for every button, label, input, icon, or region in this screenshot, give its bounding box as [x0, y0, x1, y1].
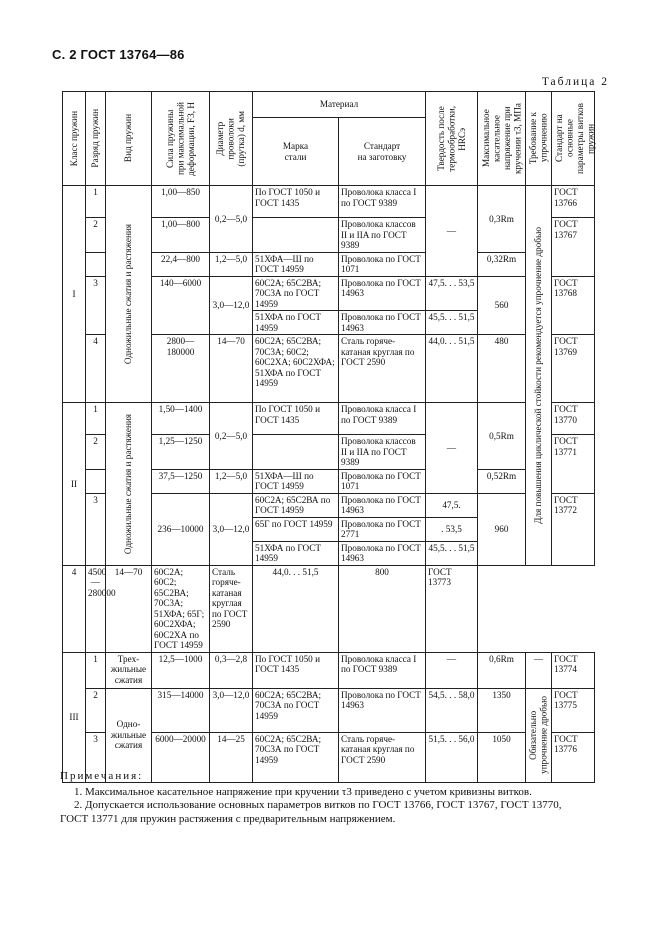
class-cell-II: II: [63, 403, 86, 566]
notes-block: [60, 770, 600, 826]
table-row: 3 140—6000 3,0—12,0 60С2А; 65С2ВА; 70С3А по ГОСТ 14959 Проволока по ГОСТ 14963 47,5. . . 53,5 560 ГОСТ 13768: [63, 276, 595, 311]
table-row: 4 2800—180000 14—70 60С2А; 65С2ВА; 70С3А; 60С2; 60С2ХА; 60С2ХФА; 51ХФА по ГОСТ 14959 Сталь горяче-катаная круглая по ГОСТ 2590 44,0. . . 51,5 480 ГОСТ 13769: [63, 335, 595, 403]
col-diameter-header: Диаметр проволоки (прутка) d, мм: [210, 92, 253, 186]
note-2: 2. Допускается использование основных параметров витков по ГОСТ 13766, ГОСТ 13767, ГОСТ 13770,: [74, 799, 562, 811]
table-row: 2 1,25—1250 Проволока классов II и IIA по ГОСТ 9389 ГОСТ 13771: [63, 435, 595, 470]
table-row: 2 1,00—800 Проволока классов II и IIA по ГОСТ 9389 ГОСТ 13767: [63, 218, 595, 253]
hardening-cell-I-II: Для повышения циклической стойкости рекомендуется упрочнение дробью: [526, 186, 552, 566]
table-row: II 1 Одножильные сжатия и растяжения 1,50—1400 0,2—5,0 По ГОСТ 1050 и ГОСТ 1435 Проволока класса I по ГОСТ 9389 — 0,5Rm ГОСТ 13770: [63, 403, 595, 435]
page-header: С. 2 ГОСТ 13764—86: [52, 47, 185, 62]
table-row: 3 6000—20000 14—25 60С2А; 65С2ВА; 70С3А по ГОСТ 14959 Сталь горяче-катаная круглая по ГОСТ 2590 51,5. . . 56,0 1050 ГОСТ 13776: [63, 732, 595, 782]
col-material-header: Материал: [253, 92, 426, 118]
type-cell-II: Одножильные сжатия и растяжения: [106, 403, 152, 566]
type-cell-III-2: Одно- жильные сжатия: [106, 688, 152, 782]
hardening-cell-III: Обязательно упрочнение дробью: [526, 688, 552, 782]
stress-cell: 0,3Rm: [478, 186, 526, 253]
col-force-header: Сила пружины при максимальной деформации, F3, Н: [152, 92, 210, 186]
table-row: III 1 Трех- жильные сжатия 12,5—1000 0,3—2,8 По ГОСТ 1050 и ГОСТ 1435 Проволока класса I по ГОСТ 9389 — 0,6Rm — ГОСТ 13774: [63, 652, 595, 688]
table-row: 51ХФА по ГОСТ 14959 Проволока по ГОСТ 14963 45,5. . . 51,5: [63, 311, 595, 335]
type-cell-I: Одножильные сжатия и растяжения: [106, 186, 152, 403]
table-caption: Таблица 2: [541, 76, 609, 88]
type-cell-III-1: Трех- жильные сжатия: [106, 652, 152, 688]
note-1: 1. Максимальное касательное напряжение при кручении τ3 приведено с учетом кривизны витков.: [74, 785, 532, 798]
table-row: I 1 Одножильные сжатия и растяжения 1,00—850 0,2—5,0 По ГОСТ 1050 и ГОСТ 1435 Проволока класса I по ГОСТ 9389 — 0,3Rm Для повышения циклической стойкости рекомендуется упрочнение дробью ГОСТ 13766: [63, 186, 595, 218]
note-2-continued: ГОСТ 13771 для пружин растяжения с предварительным напряжением.: [60, 812, 396, 825]
table-row: 37,5—1250 1,2—5,0 51ХФА—Ш по ГОСТ 14959 Проволока по ГОСТ 1071 0,52Rm: [63, 469, 595, 493]
class-cell-III: III: [63, 652, 86, 782]
col-hardness-header: Твердость после термообработки, HRCэ: [426, 92, 478, 186]
col-type-header: Вид пружин: [106, 92, 152, 186]
table-row: 51ХФА по ГОСТ 14959 Проволока по ГОСТ 14963 45,5. . . 51,5: [63, 541, 595, 565]
table-row: 3 236—10000 3,0—12,0 60С2А; 65С2ВА по ГОСТ 14959 Проволока по ГОСТ 14963 47,5. 960 ГОСТ 13772: [63, 493, 595, 517]
col-stress-header: Максимальное касательное напряжение при кручении τ3, МПа: [478, 92, 526, 186]
col-rank-header: Разряд пружин: [86, 92, 106, 186]
table-row: 65Г по ГОСТ 14959 Проволока по ГОСТ 2771 . 53,5: [63, 517, 595, 541]
header-row-1: [63, 92, 595, 118]
col-class-header: Класс пружин: [63, 92, 86, 186]
class-cell-I: I: [63, 186, 86, 403]
notes-title: Примечания:: [60, 770, 144, 782]
col-standard-header: Стандарт на заготовку: [339, 118, 426, 186]
spring-table: [62, 91, 595, 783]
table-row: 4 4500—280000 14—70 60С2А; 60С2; 65С2ВА; 70С3А; 51ХФА; 65Г; 60С2ХФА; 60С2ХА по ГОСТ 14959 Сталь горяче-катаная круглая по ГОСТ 2590 44,0. . . 51,5 800 ГОСТ 13773: [63, 565, 595, 652]
col-grade-header: Марка стали: [253, 118, 339, 186]
col-hardening-header: Требование к упрочнению: [526, 92, 552, 186]
col-gost-header: Стандарт на основные параметры витков пружин: [552, 92, 595, 186]
table-row: 2 Одно- жильные сжатия 315—14000 3,0—12,0 60С2А; 65С2ВА; 70С3А по ГОСТ 14959 Проволока по ГОСТ 14963 54,5. . . 58,0 1350 Обязательно упрочнение дробью ГОСТ 13775: [63, 688, 595, 732]
table-row: 22,4—800 1,2—5,0 51ХФА—Ш по ГОСТ 14959 Проволока по ГОСТ 1071 0,32Rm: [63, 252, 595, 276]
